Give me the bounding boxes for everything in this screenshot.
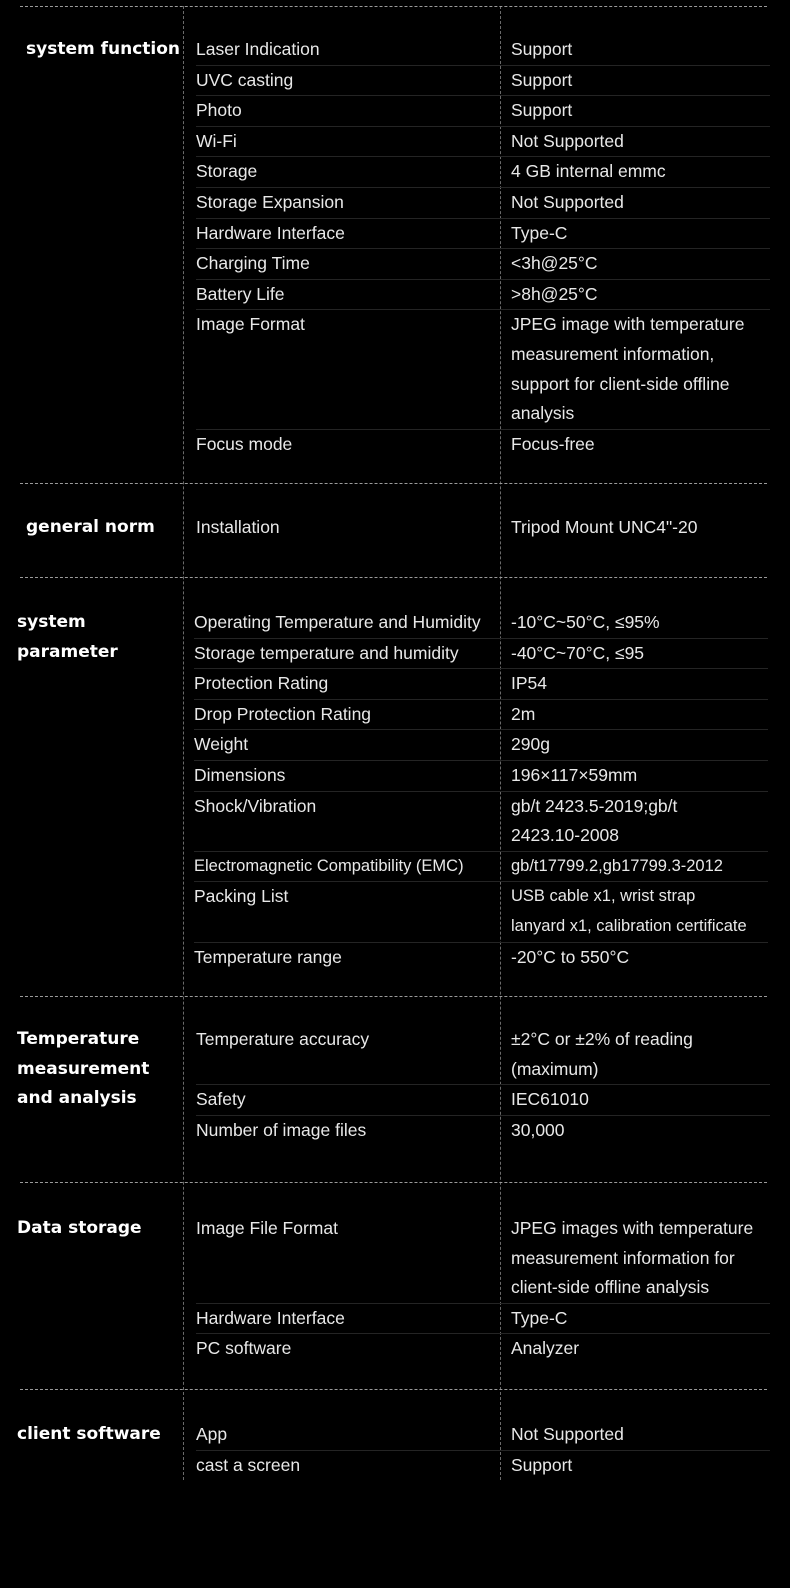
spec-row bbox=[194, 882, 768, 942]
spec-label: Safety bbox=[196, 1089, 246, 1110]
spec-row bbox=[196, 96, 770, 127]
spec-label: Protection Rating bbox=[194, 673, 329, 694]
section-title: system parameter bbox=[17, 612, 118, 662]
spec-row bbox=[194, 730, 768, 761]
section-divider bbox=[20, 483, 767, 484]
spec-row bbox=[196, 1214, 770, 1304]
spec-rows bbox=[196, 513, 770, 543]
section-divider bbox=[20, 996, 767, 997]
spec-row bbox=[196, 310, 770, 429]
spec-label: Operating Temperature and Humidity bbox=[194, 612, 481, 632]
spec-value: Analyzer bbox=[511, 1338, 580, 1359]
spec-value: Not Supported bbox=[511, 191, 624, 212]
spec-label: cast a screen bbox=[196, 1454, 301, 1475]
spec-value: JPEG images with temperature measurement information for client-side offline analysis bbox=[511, 1218, 754, 1298]
spec-label: Shock/Vibration bbox=[194, 795, 317, 816]
spec-label: Storage Expansion bbox=[196, 191, 344, 212]
spec-value: Focus-free bbox=[511, 433, 595, 454]
spec-row bbox=[196, 35, 770, 66]
section-title: Temperature measurement and analysis bbox=[17, 1029, 150, 1109]
spec-row bbox=[196, 1420, 770, 1451]
spec-value: Not Supported bbox=[511, 130, 624, 151]
spec-value: JPEG image with temperature measurement information, support for client-side offline analysis bbox=[511, 314, 745, 424]
spec-value: <3h@25°C bbox=[511, 253, 598, 274]
spec-row bbox=[196, 1304, 770, 1335]
spec-label: Photo bbox=[196, 100, 242, 121]
spec-label: Hardware Interface bbox=[196, 222, 345, 243]
spec-value: Not Supported bbox=[511, 1424, 624, 1444]
spec-value: 30,000 bbox=[511, 1119, 565, 1140]
spec-value: ±2°C or ±2% of reading (maximum) bbox=[511, 1029, 693, 1079]
spec-rows bbox=[196, 35, 770, 459]
spec-row bbox=[196, 157, 770, 188]
spec-row bbox=[196, 249, 770, 280]
spec-row bbox=[196, 1451, 770, 1481]
spec-value: USB cable x1, wrist strap lanyard x1, calibration certificate bbox=[511, 887, 747, 935]
spec-row bbox=[194, 700, 768, 731]
spec-row bbox=[196, 1116, 770, 1146]
section-title: general norm bbox=[26, 517, 155, 537]
spec-value: Support bbox=[511, 100, 573, 121]
spec-label: Dimensions bbox=[194, 764, 286, 785]
spec-row bbox=[196, 430, 770, 460]
spec-value: Support bbox=[511, 69, 573, 90]
spec-value: Type-C bbox=[511, 1307, 568, 1328]
spec-value: gb/t17799.2,gb17799.3-2012 bbox=[511, 856, 723, 875]
spec-label: PC software bbox=[196, 1338, 292, 1359]
spec-row bbox=[196, 1025, 770, 1085]
spec-value: IP54 bbox=[511, 673, 547, 694]
spec-value: IEC61010 bbox=[511, 1089, 589, 1110]
spec-label: Number of image files bbox=[196, 1119, 367, 1140]
spec-row bbox=[196, 513, 770, 543]
spec-rows bbox=[196, 1420, 770, 1480]
spec-label: Temperature accuracy bbox=[196, 1029, 370, 1049]
spec-row bbox=[194, 761, 768, 792]
spec-value: Tripod Mount UNC4"-20 bbox=[511, 517, 698, 537]
spec-row bbox=[196, 219, 770, 250]
spec-value: -10°C~50°C, ≤95% bbox=[511, 612, 660, 632]
spec-value: 196×117×59mm bbox=[511, 764, 638, 785]
spec-row bbox=[194, 669, 768, 700]
spec-row bbox=[194, 608, 768, 639]
spec-label: Image Format bbox=[196, 314, 305, 335]
spec-rows bbox=[196, 1025, 770, 1145]
spec-row bbox=[194, 639, 768, 670]
spec-row bbox=[196, 280, 770, 311]
spec-label: UVC casting bbox=[196, 69, 294, 90]
section-title: system function bbox=[26, 39, 181, 59]
spec-label: Focus mode bbox=[196, 433, 293, 454]
spec-label: App bbox=[196, 1424, 228, 1444]
spec-label: Charging Time bbox=[196, 253, 310, 274]
spec-row bbox=[194, 792, 768, 852]
spec-value: -20°C to 550°C bbox=[511, 946, 630, 967]
section-divider bbox=[20, 6, 767, 7]
spec-row bbox=[196, 1334, 770, 1364]
spec-row bbox=[196, 127, 770, 158]
spec-value: 2m bbox=[511, 703, 536, 724]
spec-label: Wi-Fi bbox=[196, 130, 237, 151]
spec-value: 4 GB internal emmc bbox=[511, 161, 666, 182]
spec-label: Hardware Interface bbox=[196, 1307, 345, 1328]
spec-label: Electromagnetic Compatibility (EMC) bbox=[194, 856, 464, 875]
spec-value: Type-C bbox=[511, 222, 568, 243]
spec-value: >8h@25°C bbox=[511, 283, 598, 304]
spec-label: Installation bbox=[196, 517, 280, 537]
spec-label: Storage bbox=[196, 161, 258, 182]
spec-label: Storage temperature and humidity bbox=[194, 642, 459, 663]
spec-row bbox=[194, 852, 768, 883]
section-divider bbox=[20, 1389, 767, 1390]
spec-value: -40°C~70°C, ≤95 bbox=[511, 642, 645, 663]
spec-label: Laser Indication bbox=[196, 39, 320, 59]
spec-label: Packing List bbox=[194, 886, 289, 907]
spec-value: Support bbox=[511, 39, 573, 59]
section-divider bbox=[20, 577, 767, 578]
section-title: Data storage bbox=[17, 1218, 142, 1238]
spec-value: gb/t 2423.5-2019;gb/t 2423.10-2008 bbox=[511, 795, 678, 846]
section-title: client software bbox=[17, 1424, 161, 1444]
spec-label: Weight bbox=[194, 734, 249, 755]
spec-rows bbox=[194, 608, 768, 972]
spec-label: Image File Format bbox=[196, 1218, 338, 1238]
spec-rows bbox=[196, 1214, 770, 1364]
spec-label: Drop Protection Rating bbox=[194, 703, 372, 724]
spec-label: Battery Life bbox=[196, 283, 285, 304]
spec-value: Support bbox=[511, 1454, 573, 1475]
spec-row bbox=[194, 943, 768, 973]
spec-row bbox=[196, 1085, 770, 1116]
spec-row bbox=[196, 188, 770, 219]
section-divider bbox=[20, 1182, 767, 1183]
spec-label: Temperature range bbox=[194, 946, 342, 967]
column-divider-left bbox=[183, 6, 184, 1480]
spec-value: 290g bbox=[511, 734, 550, 755]
spec-row bbox=[196, 66, 770, 97]
